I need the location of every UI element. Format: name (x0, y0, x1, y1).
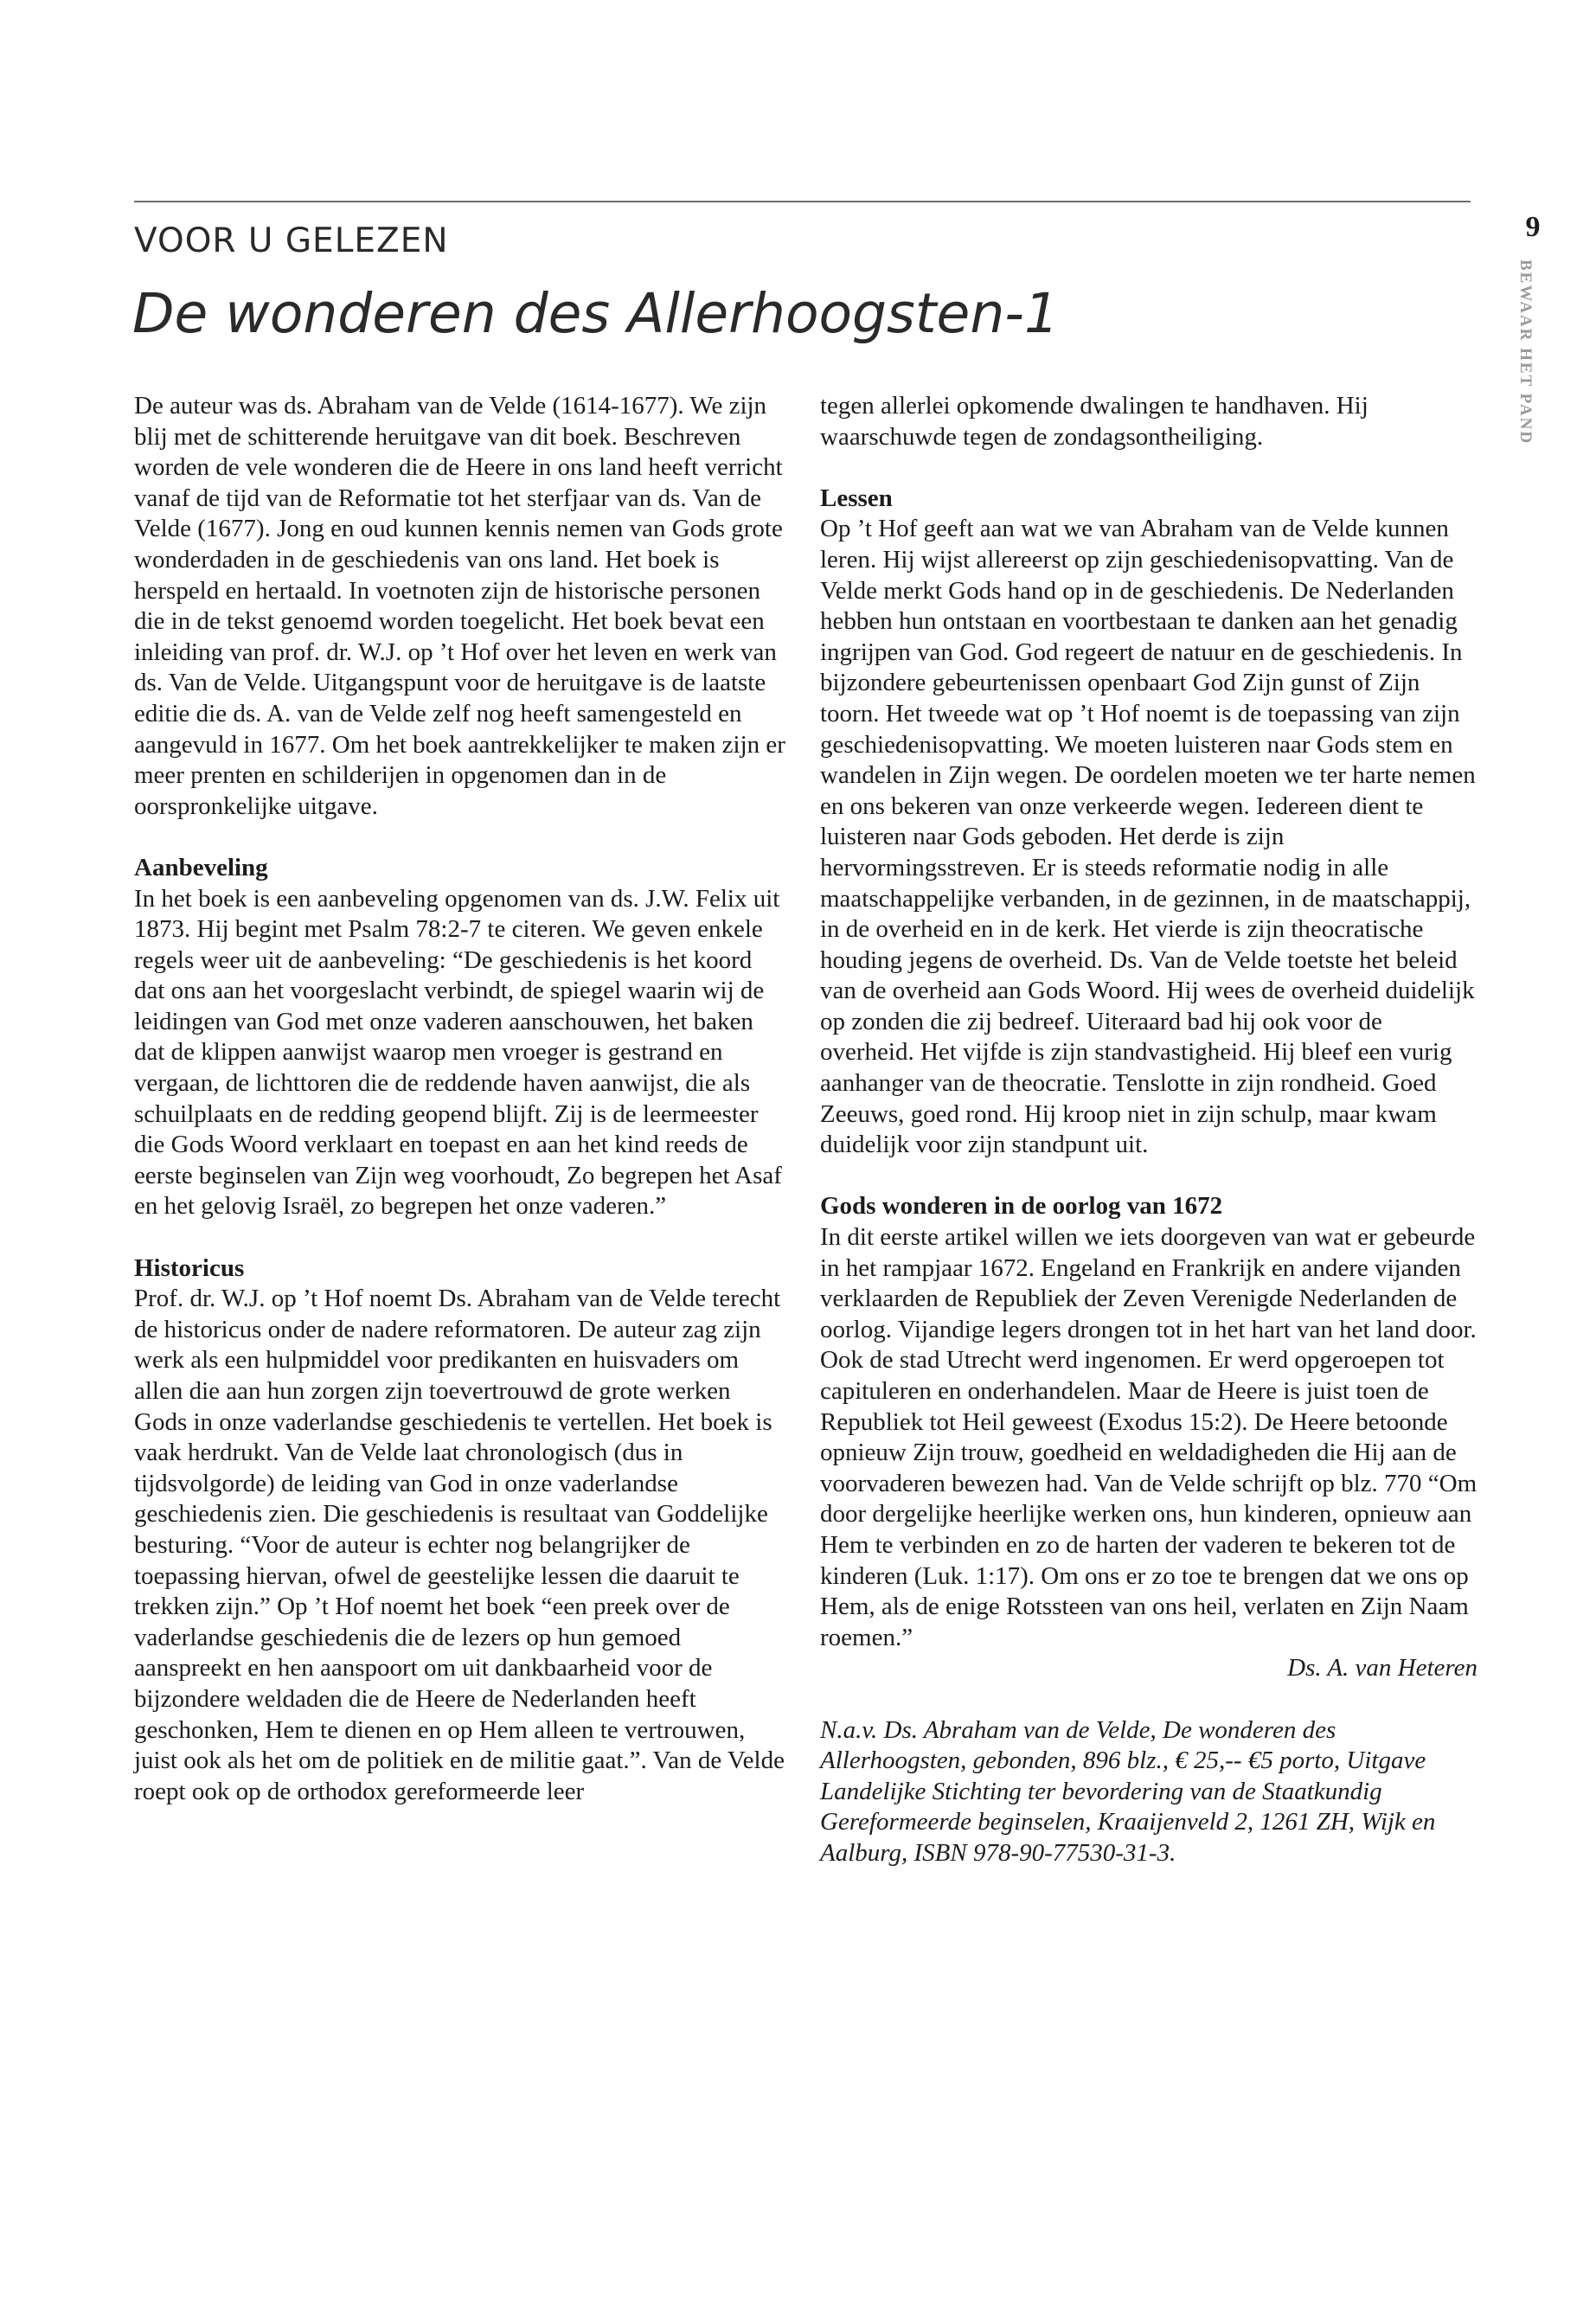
oorlog-paragraph: In dit eerste artikel willen we iets doorgeven van wat er gebeurde in het rampjaar 1672. Engeland en Frankrijk en andere vijanden verklaarden de Republiek der Zeven Verenigde Nederlanden de oorlog. Vijandige legers drongen tot in het hart van het land door. Ook de stad Utrecht werd ingenomen. Er werd opgeroepen tot capituleren en onderhandelen. Maar de Heere is juist toen de Republiek tot Heil geweest (Exodus 15:2). De Heere betoonde opnieuw Zijn trouw, goedheid en weldadigheden die Hij aan de voorvaderen bewezen had. Van de Velde schrijft op blz. 770 “Om door dergelijke heerlijke werken ons, hun kinderen, opnieuw aan Hem te verbinden en zo de harten der vaderen te bekeren tot de kinderen (Luk. 1:17). Om ons er zo toe te brengen dat we ons op Hem, als de enige Rotssteen van ons heil, verlaten en Zijn Naam roemen.” (820, 1223, 1477, 1651)
section-label: VOOR U GELEZEN (134, 221, 449, 260)
aanbeveling-heading: Aanbeveling (134, 853, 268, 881)
right-column (820, 391, 1477, 1869)
continued-paragraph: tegen allerlei opkomende dwalingen te handhaven. Hij waarschuwde tegen de zondagsontheiliging. (820, 392, 1368, 451)
header-rule (134, 201, 1471, 202)
lessen-paragraph: Op ’t Hof geeft aan wat we van Abraham van de Velde kunnen leren. Hij wijst allereerst op zijn geschiedenisopvatting. Van de Velde merkt Gods hand op in de geschiedenis. De Nederlanden hebben hun ontstaan en voortbestaan te danken aan het genadig ingrijpen van God. God regeert de natuur en de geschiedenis. In bijzondere gebeurtenissen openbaart God Zijn gunst of Zijn toorn. Het tweede wat op ’t Hof noemt is de toepassing van zijn geschiedenisopvatting. We moeten luisteren naar Gods stem en wandelen in Zijn wegen. De oordelen moeten we ter harte nemen en ons bekeren van onze verkeerde wegen. Iedereen dient te luisteren naar Gods geboden. Het derde is zijn hervormingsstreven. Er is steeds reformatie nodig in alle maatschappelijke verbanden, in de gezinnen, in de maatschappij, in de overheid en in de kerk. Het vierde is zijn theocratische houding jegens de overheid. Ds. Van de Velde toetste het beleid van de overheid aan Gods Woord. Hij wees de overheid duidelijk op zonden die zij bedreef. Uiteraard bad hij ook voor de overheid. Het vijfde is zijn standvastigheid. Hij bleef een vurig aanhanger van de theocratie. Tenslotte in zijn rondheid. Goed Zeeuws, goed rond. Hij kroop niet in zijn schulp, maar kwam duidelijk voor zijn standpunt uit. (820, 515, 1476, 1159)
side-label: BEWAAR HET PAND (1516, 260, 1535, 445)
page-number: 9 (1525, 211, 1541, 243)
book-credit: N.a.v. Ds. Abraham van de Velde, De wonderen des Allerhoogsten, gebonden, 896 blz., € 25,-- €5 porto, Uitgave Landelijke Stichting ter bevordering van de Staatkundig Gereformeerde beginselen, Kraaijenveld 2, 1261 ZH, Wijk en Aalburg, ISBN 978-90-77530-31-3. (820, 1715, 1436, 1867)
article-title: De wonderen des Allerhoogsten-1 (132, 282, 1060, 345)
oorlog-heading: Gods wonderen in de oorlog van 1672 (820, 1192, 1223, 1221)
left-column (134, 391, 788, 1807)
historicus-heading: Historicus (134, 1253, 245, 1282)
author-signature: Ds. A. van Heteren (1287, 1654, 1477, 1682)
lessen-heading: Lessen (820, 484, 893, 512)
historicus-paragraph: Prof. dr. W.J. op ’t Hof noemt Ds. Abraham van de Velde terecht de historicus onder de nadere reformatoren. De auteur zag zijn werk als een hulpmiddel voor predikanten en huisvaders om allen die aan hun zorgen zijn toevertrouwd de grote werken Gods in onze vaderlandse geschiedenis te vertellen. Het boek is vaak herdrukt. Van de Velde laat chronologisch (dus in tijdsvolgorde) de leiding van God in onze vaderlandse geschiedenis zien. Die geschiedenis is resultaat van Goddelijke besturing. “Voor de auteur is echter nog belangrijker de toepassing hiervan, ofwel de geestelijke lessen die daaruit te trekken zijn.” Op ’t Hof noemt het boek “een preek over de vaderlandse geschiedenis die de lezers op hun gemoed aanspreekt en hen aanspoort om uit dankbaarheid voor de bijzondere weldaden die de Heere de Nederlanden heeft geschonken, Hem te dienen en op Hem alleen te vertrouwen, juist ook als het om de politiek en de militie gaat.”. Van de Velde roept ook op de orthodox gereformeerde leer (134, 1285, 785, 1805)
aanbeveling-paragraph: In het boek is een aanbeveling opgenomen van ds. J.W. Felix uit 1873. Hij begint met Psalm 78:2-7 te citeren. We geven enkele regels weer uit de aanbeveling: “De geschiedenis is het koord dat ons aan het voorgeslacht verbindt, de spiegel waarin wij de leidingen van God met onze vaderen aanschouwen, het baken dat de klippen aanwijst waarop men vroeger is gestrand en vergaan, de lichttoren die de reddende haven aanwijst, die als schuilplaats en de redding geopend blijft. Zij is de leermeester die Gods Woord verklaart en toepast en aan het kind reeds de eerste beginselen van Zijn weg voorhoudt, Zo begrepen het Asaf en het gelovig Israël, zo begrepen het onze vaderen.” (134, 884, 782, 1221)
intro-paragraph: De auteur was ds. Abraham van de Velde (1614-1677). We zijn blij met de schitterende heruitgave van dit boek. Beschreven worden de vele wonderen die de Heere in ons land heeft verricht vanaf de tijd van de Reformatie tot het sterfjaar van ds. Van de Velde (1677). Jong en oud kunnen kennis nemen van Gods grote wonderdaden in de geschiedenis van ons land. Het boek is herspeld en hertaald. In voetnoten zijn de historische personen die in de tekst genoemd worden toegelicht. Het boek bevat een inleiding van prof. dr. W.J. op ’t Hof over het leven en werk van ds. Van de Velde. Uitgangspunt voor de heruitgave is de laatste editie die ds. A. van de Velde zelf nog heeft samengesteld en aangevuld in 1677. Om het boek aantrekkelijker te maken zijn er meer prenten en schilderijen in opgenomen dan in de oorspronkelijke uitgave. (134, 392, 785, 820)
